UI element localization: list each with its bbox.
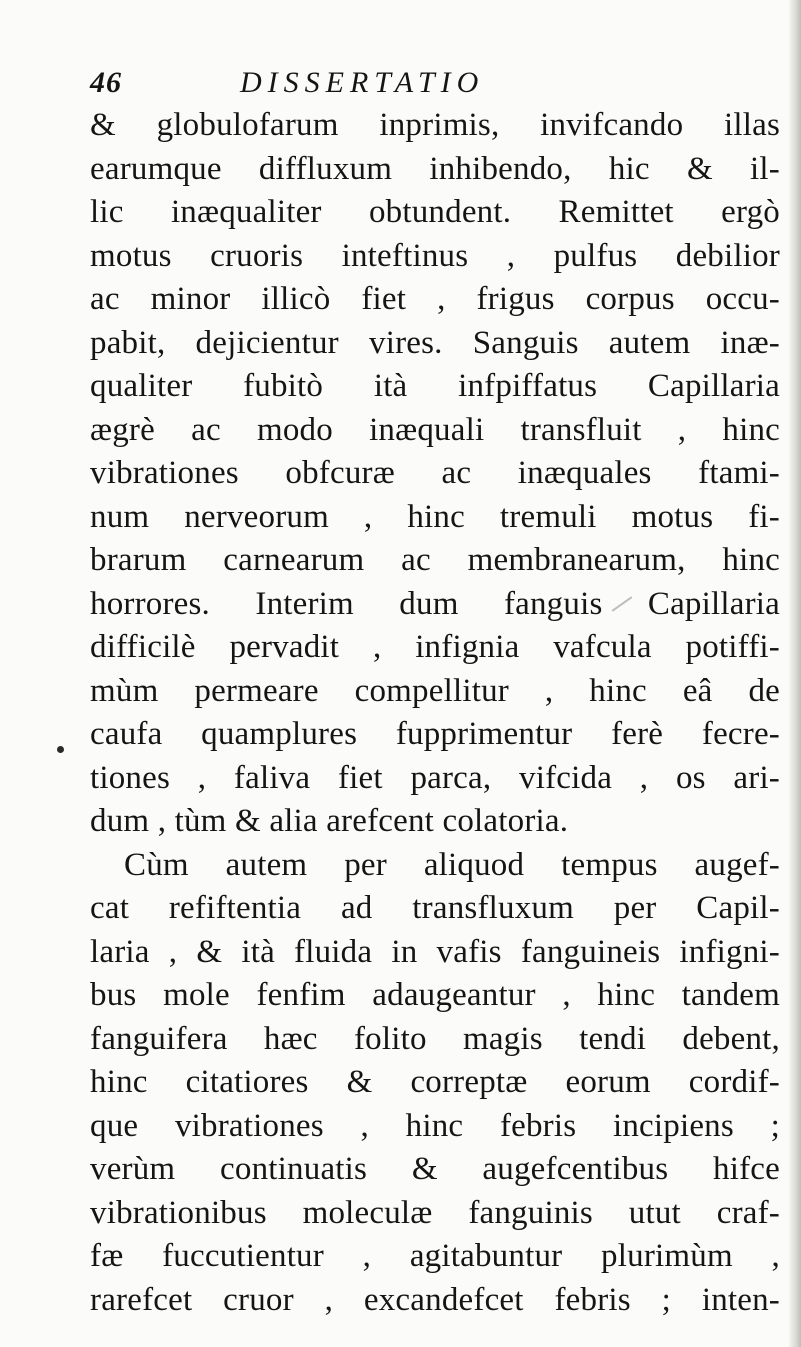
text-line: motus cruoris inteftinus , pulfus debilior bbox=[90, 237, 780, 274]
text-line: vibrationes obfcuræ ac inæquales ftami- bbox=[90, 455, 780, 491]
text-line: mùm permeare compellitur , hinc eâ de bbox=[90, 672, 780, 709]
text-line: ac minor illicò fiet , frigus corpus occu- bbox=[90, 281, 780, 317]
text-line: earumque diffluxum inhibendo, hic & il- bbox=[90, 150, 780, 187]
margin-ink-dot bbox=[57, 746, 64, 753]
text-line: & globulofarum inprimis, invifcando illas bbox=[90, 107, 780, 143]
text-line: fanguifera hæc folito magis tendi debent, bbox=[90, 1020, 780, 1057]
text-line: laria , & ità fluida in vafis fanguineis infigni- bbox=[90, 933, 780, 970]
text-line: cat refiftentia ad transfluxum per Capil- bbox=[90, 890, 780, 926]
text-line-paragraph-start: Cùm autem per aliquod tempus augef- bbox=[124, 846, 780, 883]
text-line: caufa quamplures fupprimentur ferè fecre- bbox=[90, 716, 780, 752]
text-line: lic inæqualiter obtundent. Remittet ergò bbox=[90, 194, 780, 230]
body-text bbox=[90, 104, 780, 1322]
page-edge-shadow bbox=[789, 0, 801, 1347]
text-line: fæ fuccutientur , agitabuntur plurimùm , bbox=[90, 1238, 780, 1274]
page-number: 46 bbox=[90, 66, 122, 99]
text-line: vibrationibus moleculæ fanguinis utut craf- bbox=[90, 1194, 780, 1231]
text-line: rarefcet cruor , excandefcet febris ; inten- bbox=[90, 1281, 780, 1318]
text-line: difficilè pervadit , infignia vafcula potiffi- bbox=[90, 629, 780, 665]
text-line: bus mole fenfim adaugeantur , hinc tandem bbox=[90, 977, 780, 1013]
page-header bbox=[90, 66, 650, 106]
running-title: DISSERTATIO bbox=[240, 66, 485, 99]
text-line: brarum carnearum ac membranearum, hinc bbox=[90, 542, 780, 578]
text-line: que vibrationes , hinc febris incipiens ; bbox=[90, 1107, 780, 1144]
text-line: ægrè ac modo inæquali transfluit , hinc bbox=[90, 411, 780, 448]
text-line: horrores. Interim dum fanguis Capillaria bbox=[90, 585, 780, 622]
text-line: verùm continuatis & augefcentibus hifce bbox=[90, 1151, 780, 1187]
text-line: num nerveorum , hinc tremuli motus fi- bbox=[90, 498, 780, 535]
text-line-paragraph-end: dum , tùm & alia arefcent colatoria. bbox=[90, 803, 569, 839]
text-line: tiones , faliva fiet parca, vifcida , os ari- bbox=[90, 759, 780, 796]
text-line: pabit, dejicientur vires. Sanguis autem inæ- bbox=[90, 324, 780, 361]
text-line: qualiter fubitò ità infpiffatus Capillaria bbox=[90, 368, 780, 404]
text-line: hinc citatiores & correptæ eorum cordif- bbox=[90, 1064, 780, 1100]
